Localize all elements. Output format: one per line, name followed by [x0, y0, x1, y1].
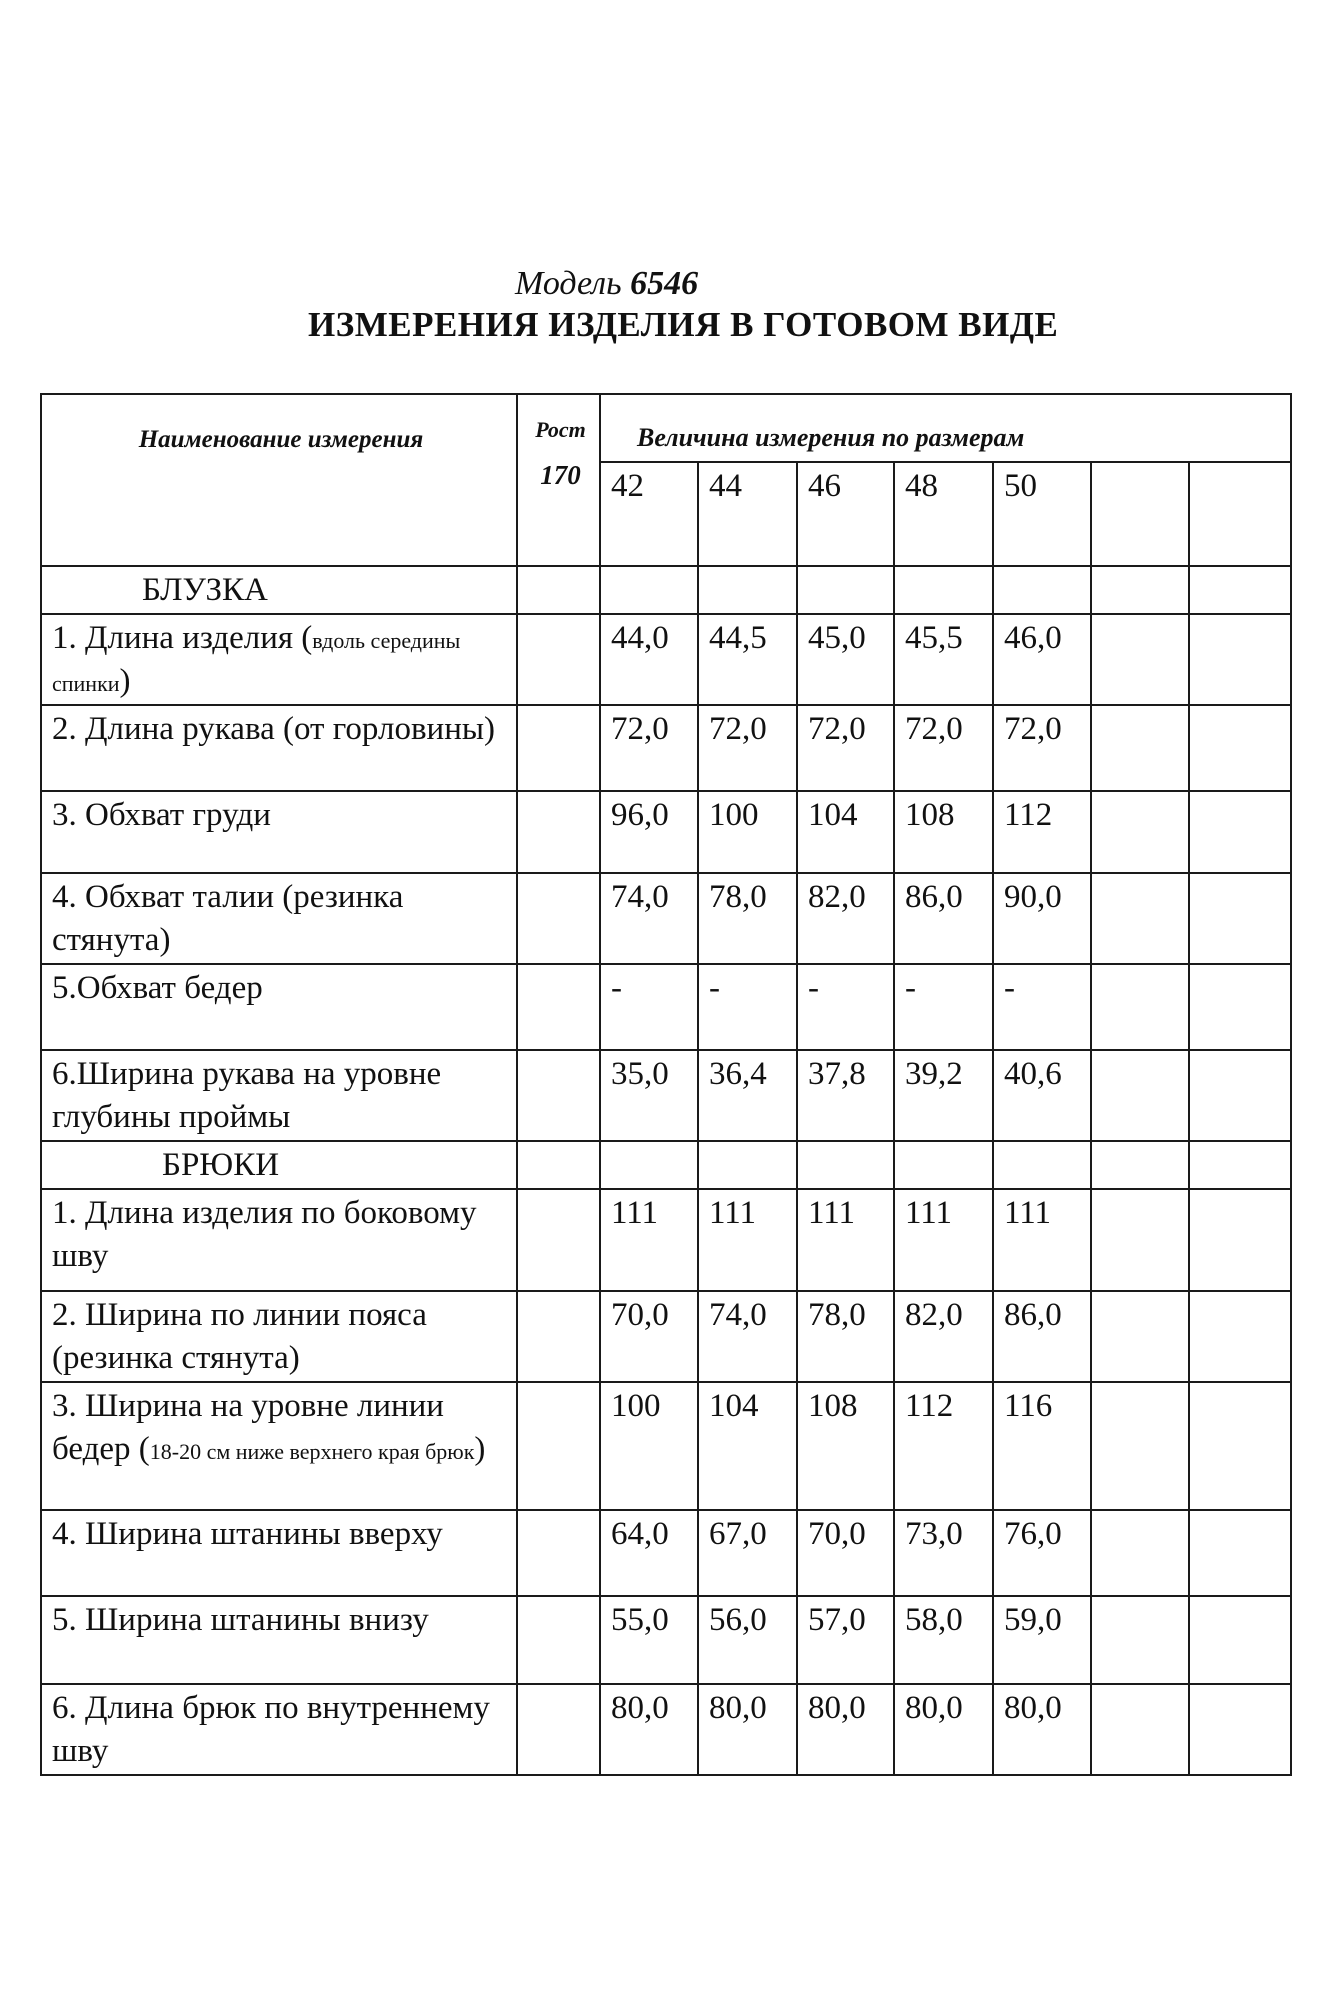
- height-label: Рост: [535, 417, 586, 442]
- section-title: БРЮКИ: [41, 1141, 517, 1189]
- empty-cell: [993, 566, 1091, 614]
- empty-cell: [1091, 1684, 1189, 1775]
- empty-cell: [1189, 1141, 1291, 1189]
- value-cell: 80,0: [797, 1684, 894, 1775]
- value-cell: 59,0: [993, 1596, 1091, 1684]
- empty-cell: [1189, 873, 1291, 964]
- empty-cell: [1189, 1291, 1291, 1382]
- value-cell: 80,0: [993, 1684, 1091, 1775]
- value-cell: -: [894, 964, 993, 1050]
- empty-cell: [1091, 1050, 1189, 1141]
- size-cell: 46: [797, 462, 894, 566]
- empty-cell: [698, 566, 797, 614]
- value-cell: 82,0: [894, 1291, 993, 1382]
- height-cell: [517, 1382, 600, 1510]
- measurement-name: [41, 705, 517, 791]
- value-cell: -: [698, 964, 797, 1050]
- measurement-label-tail: ): [474, 1431, 486, 1468]
- value-cell: 72,0: [894, 705, 993, 791]
- table-row: [41, 1684, 1291, 1775]
- value-cell: 86,0: [993, 1291, 1091, 1382]
- value-cell: -: [600, 964, 698, 1050]
- height-cell: [517, 1596, 600, 1684]
- value-cell: 82,0: [797, 873, 894, 964]
- model-label: Модель: [515, 265, 622, 302]
- measurement-label: 5. Ширина штанины внизу: [52, 1601, 429, 1638]
- measurement-label: 2. Ширина по линии пояса (резинка стянута): [52, 1296, 427, 1377]
- model-line: [515, 265, 698, 303]
- measurement-label: 4. Обхват талии (резинка стянута): [52, 878, 404, 959]
- value-cell: 78,0: [797, 1291, 894, 1382]
- value-cell: 112: [993, 791, 1091, 873]
- height-cell: [517, 1291, 600, 1382]
- value-cell: 44,0: [600, 614, 698, 705]
- section-row: [41, 566, 1291, 614]
- value-cell: 111: [993, 1189, 1091, 1291]
- column-header-values: Величина измерения по размерам: [600, 394, 1291, 462]
- measurement-note: вдоль середины спинки: [52, 627, 461, 697]
- measurement-label: 2. Длина рукава (от горловины): [52, 710, 496, 747]
- model-number: 6546: [630, 265, 699, 302]
- value-cell: 100: [600, 1382, 698, 1510]
- table-row: [41, 705, 1291, 791]
- size-cell: 44: [698, 462, 797, 566]
- height-cell: [517, 791, 600, 873]
- value-cell: 73,0: [894, 1510, 993, 1596]
- value-cell: 45,0: [797, 614, 894, 705]
- height-cell: [517, 614, 600, 705]
- value-cell: 55,0: [600, 1596, 698, 1684]
- value-cell: 80,0: [698, 1684, 797, 1775]
- empty-cell: [797, 1141, 894, 1189]
- empty-cell: [797, 566, 894, 614]
- empty-cell: [1091, 791, 1189, 873]
- table-row: [41, 1510, 1291, 1596]
- empty-cell: [1091, 614, 1189, 705]
- value-cell: 74,0: [698, 1291, 797, 1382]
- value-cell: 67,0: [698, 1510, 797, 1596]
- value-cell: 111: [894, 1189, 993, 1291]
- measurement-name: [41, 614, 517, 705]
- empty-cell: [1189, 1189, 1291, 1291]
- height-cell: [517, 705, 600, 791]
- table-header-row: [41, 394, 1291, 462]
- column-header-name: Наименование измерения: [41, 394, 517, 566]
- empty-cell: [1189, 1050, 1291, 1141]
- empty-cell: [698, 1141, 797, 1189]
- column-header-height: [517, 394, 600, 566]
- empty-cell: [1091, 1510, 1189, 1596]
- measurement-label: 6. Длина брюк по внутреннему шву: [52, 1689, 490, 1770]
- value-cell: 64,0: [600, 1510, 698, 1596]
- measurement-label-tail: ): [119, 663, 131, 700]
- value-cell: 72,0: [797, 705, 894, 791]
- height-cell: [517, 1684, 600, 1775]
- value-cell: 40,6: [993, 1050, 1091, 1141]
- table-row: [41, 791, 1291, 873]
- height-cell: [517, 1050, 600, 1141]
- value-cell: 45,5: [894, 614, 993, 705]
- section-row: [41, 1141, 1291, 1189]
- measurement-label: 1. Длина изделия (: [52, 619, 313, 656]
- value-cell: 76,0: [993, 1510, 1091, 1596]
- measurement-name: [41, 1189, 517, 1291]
- height-cell: [517, 1189, 600, 1291]
- value-cell: 37,8: [797, 1050, 894, 1141]
- value-cell: 56,0: [698, 1596, 797, 1684]
- empty-cell: [517, 566, 600, 614]
- measurements-table: [40, 393, 1292, 1776]
- measurement-note: 18-20 см ниже верхнего края брюк: [149, 1439, 475, 1465]
- value-cell: 80,0: [600, 1684, 698, 1775]
- empty-cell: [993, 1141, 1091, 1189]
- measurement-name: [41, 873, 517, 964]
- table-row: [41, 964, 1291, 1050]
- empty-cell: [1091, 705, 1189, 791]
- measurement-label: 3. Ширина на уровне линии бедер (: [52, 1387, 444, 1468]
- value-cell: 100: [698, 791, 797, 873]
- value-cell: -: [797, 964, 894, 1050]
- value-cell: 35,0: [600, 1050, 698, 1141]
- size-cell: 50: [993, 462, 1091, 566]
- table-row: [41, 1050, 1291, 1141]
- value-cell: 44,5: [698, 614, 797, 705]
- measurement-label: 6.Ширина рукава на уровне глубины проймы: [52, 1055, 442, 1136]
- value-cell: 108: [797, 1382, 894, 1510]
- height-value: 170: [540, 460, 581, 491]
- value-cell: 90,0: [993, 873, 1091, 964]
- value-cell: 86,0: [894, 873, 993, 964]
- measurement-label: 5.Обхват бедер: [52, 969, 263, 1006]
- empty-cell: [517, 1141, 600, 1189]
- measurement-name: [41, 1291, 517, 1382]
- value-cell: 58,0: [894, 1596, 993, 1684]
- value-cell: 104: [797, 791, 894, 873]
- table-row: [41, 1596, 1291, 1684]
- table-row: [41, 873, 1291, 964]
- empty-cell: [1091, 566, 1189, 614]
- value-cell: 80,0: [894, 1684, 993, 1775]
- value-cell: 72,0: [993, 705, 1091, 791]
- measurement-label: 1. Длина изделия по боковому шву: [52, 1194, 477, 1275]
- empty-cell: [1091, 1189, 1189, 1291]
- measurement-name: [41, 964, 517, 1050]
- empty-cell: [1189, 566, 1291, 614]
- empty-cell: [894, 566, 993, 614]
- value-cell: 111: [797, 1189, 894, 1291]
- value-cell: 74,0: [600, 873, 698, 964]
- empty-cell: [1189, 964, 1291, 1050]
- height-cell: [517, 964, 600, 1050]
- table-row: [41, 1382, 1291, 1510]
- size-cell: 42: [600, 462, 698, 566]
- height-cell: [517, 873, 600, 964]
- empty-cell: [600, 566, 698, 614]
- empty-cell: [1091, 873, 1189, 964]
- table-row: [41, 1291, 1291, 1382]
- measurement-name: [41, 1382, 517, 1510]
- value-cell: 111: [698, 1189, 797, 1291]
- value-cell: 70,0: [797, 1510, 894, 1596]
- empty-size-cell: [1091, 462, 1189, 566]
- measurement-name: [41, 791, 517, 873]
- empty-cell: [1189, 791, 1291, 873]
- value-cell: -: [993, 964, 1091, 1050]
- value-cell: 36,4: [698, 1050, 797, 1141]
- empty-cell: [600, 1141, 698, 1189]
- empty-cell: [894, 1141, 993, 1189]
- page-title: ИЗМЕРЕНИЯ ИЗДЕЛИЯ В ГОТОВОМ ВИДЕ: [308, 305, 1059, 344]
- empty-cell: [1189, 705, 1291, 791]
- value-cell: 46,0: [993, 614, 1091, 705]
- section-title: БЛУЗКА: [41, 566, 517, 614]
- value-cell: 96,0: [600, 791, 698, 873]
- measurement-name: [41, 1684, 517, 1775]
- empty-cell: [1091, 964, 1189, 1050]
- empty-cell: [1091, 1382, 1189, 1510]
- table-row: [41, 614, 1291, 705]
- measurement-name: [41, 1596, 517, 1684]
- size-cell: 48: [894, 462, 993, 566]
- value-cell: 39,2: [894, 1050, 993, 1141]
- value-cell: 108: [894, 791, 993, 873]
- value-cell: 72,0: [600, 705, 698, 791]
- measurement-label: 3. Обхват груди: [52, 796, 271, 833]
- table-row: [41, 1189, 1291, 1291]
- value-cell: 72,0: [698, 705, 797, 791]
- measurement-label: 4. Ширина штанины вверху: [52, 1515, 443, 1552]
- height-cell: [517, 1510, 600, 1596]
- value-cell: 111: [600, 1189, 698, 1291]
- empty-cell: [1189, 614, 1291, 705]
- value-cell: 112: [894, 1382, 993, 1510]
- empty-cell: [1189, 1382, 1291, 1510]
- empty-cell: [1091, 1141, 1189, 1189]
- empty-size-cell: [1189, 462, 1291, 566]
- empty-cell: [1189, 1596, 1291, 1684]
- empty-cell: [1189, 1510, 1291, 1596]
- empty-cell: [1091, 1596, 1189, 1684]
- measurement-name: [41, 1510, 517, 1596]
- value-cell: 104: [698, 1382, 797, 1510]
- value-cell: 78,0: [698, 873, 797, 964]
- empty-cell: [1189, 1684, 1291, 1775]
- measurement-name: [41, 1050, 517, 1141]
- value-cell: 116: [993, 1382, 1091, 1510]
- empty-cell: [1091, 1291, 1189, 1382]
- value-cell: 57,0: [797, 1596, 894, 1684]
- value-cell: 70,0: [600, 1291, 698, 1382]
